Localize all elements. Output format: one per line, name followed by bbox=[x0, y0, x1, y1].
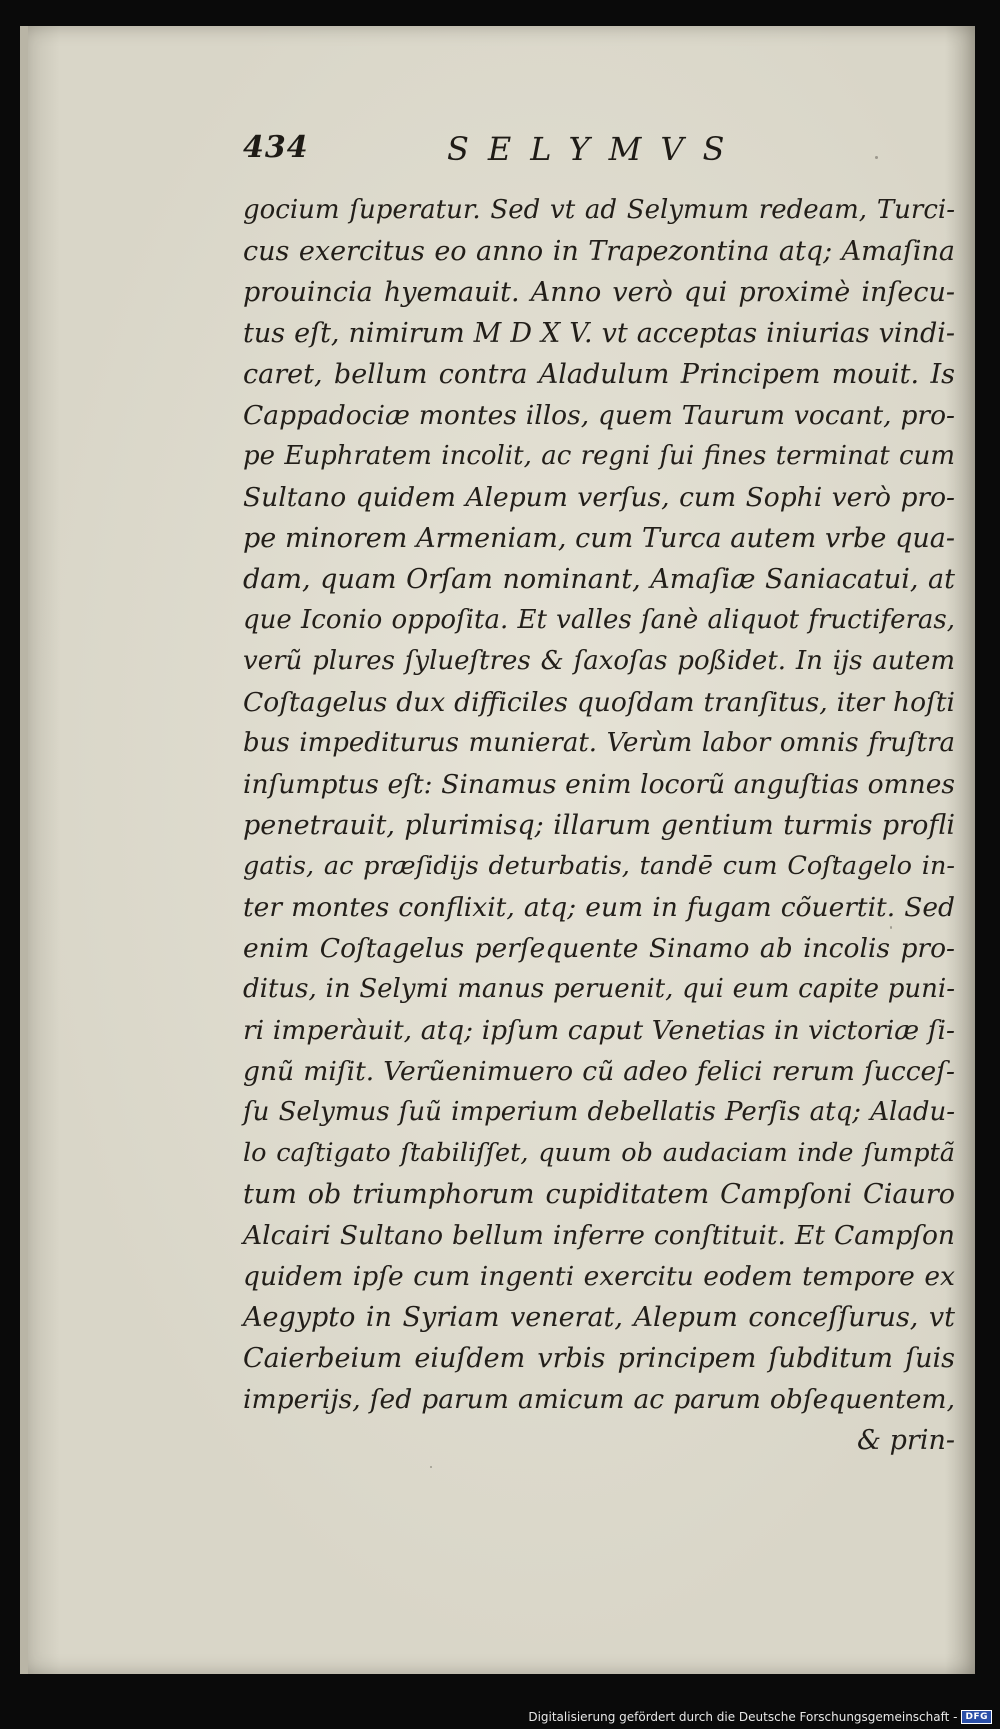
text-line: gnũ miſit. Verũenimuero cũ adeo felici rerum ſucceſ- bbox=[243, 1056, 955, 1087]
body-text bbox=[243, 190, 955, 1461]
running-head: SELYMVS bbox=[447, 130, 744, 168]
text-line: Alcairi Sultano bellum inferre conſtituit. Et Campſon bbox=[243, 1220, 955, 1251]
text-line: quidem ipſe cum ingenti exercitu eodem tempore ex bbox=[243, 1261, 955, 1292]
text-line: Sultano quidem Alepum verſus, cum Sophi verò pro- bbox=[243, 482, 955, 513]
text-line: tum ob triumphorum cupiditatem Campſoni Ciauro bbox=[243, 1179, 955, 1210]
text-line: cus exercitus eo anno in Trapezontina atq; Amaſina bbox=[243, 236, 955, 267]
text-line: lo caſtigato ſtabiliſſet, quum ob audaciam inde ſumptã bbox=[243, 1138, 955, 1168]
text-line: tus eſt, nimirum M D X V. vt acceptas iniurias vindi- bbox=[243, 318, 955, 349]
text-line: bus impediturus munierat. Verùm labor omnis fruſtra bbox=[243, 728, 955, 758]
text-line: que Iconio oppoſita. Et valles ſanè aliquot fructiferas, bbox=[243, 605, 955, 635]
text-line: prouincia hyemauit. Anno verò qui proximè inſecu- bbox=[243, 277, 955, 308]
page-binding-edge bbox=[20, 26, 28, 1674]
text-line: enim Coſtagelus perſequente Sinamo ab incolis pro- bbox=[243, 933, 955, 964]
text-line: Cappadociæ montes illos, quem Taurum vocant, pro- bbox=[243, 400, 955, 431]
text-line: dam, quam Orſam nominant, Amaſiæ Saniacatui, at bbox=[243, 564, 955, 595]
credit-text: Digitalisierung gefördert durch die Deutsche Forschungsgemeinschaft - bbox=[528, 1710, 958, 1724]
text-line: pe minorem Armeniam, cum Turca autem vrbe qua- bbox=[243, 523, 955, 554]
text-line: ditus, in Selymi manus peruenit, qui eum capite puni- bbox=[243, 974, 955, 1004]
text-line: gocium ſuperatur. Sed vt ad Selymum redeam, Turci- bbox=[243, 195, 955, 225]
text-line: Aegypto in Syriam venerat, Alepum conceſſurus, vt bbox=[243, 1302, 955, 1333]
text-line: ter montes conflixit, atq; eum in fugam cõuertit. Sed bbox=[243, 892, 955, 923]
text-line: ſu Selymus ſuũ imperium debellatis Perſis atq; Aladu- bbox=[243, 1097, 955, 1127]
text-line: Caierbeium eiuſdem vrbis principem ſubditum ſuis bbox=[243, 1343, 955, 1374]
text-line: pe Euphratem incolit, ac regni ſui fines terminat cum bbox=[243, 441, 955, 471]
text-line: imperijs, ſed parum amicum ac parum obſequentem, bbox=[243, 1384, 955, 1415]
text-line: verũ plures ſylueſtres & ſaxoſas poßidet. In ijs autem bbox=[243, 646, 955, 676]
text-line: gatis, ac præſidijs deturbatis, tandē cum Coſtagelo in- bbox=[243, 851, 955, 881]
text-line: & prin- bbox=[857, 1425, 955, 1456]
text-line: penetrauit, plurimisq; illarum gentium turmis profli bbox=[243, 810, 955, 841]
text-line: caret, bellum contra Aladulum Principem mouit. Is bbox=[243, 359, 955, 390]
digitization-credit bbox=[528, 1710, 992, 1724]
text-line: ri imperàuit, atq; ipſum caput Venetias in victoriæ ſi- bbox=[243, 1015, 955, 1046]
page-number: 434 bbox=[243, 130, 309, 165]
text-line: inſumptus eſt: Sinamus enim locorũ anguſtias omnes bbox=[243, 769, 955, 800]
text-line: Coſtagelus dux difficiles quoſdam tranſitus, iter hoſti bbox=[243, 687, 955, 718]
dfg-logo-icon: DFG bbox=[961, 1710, 992, 1724]
page-header bbox=[0, 130, 1000, 170]
